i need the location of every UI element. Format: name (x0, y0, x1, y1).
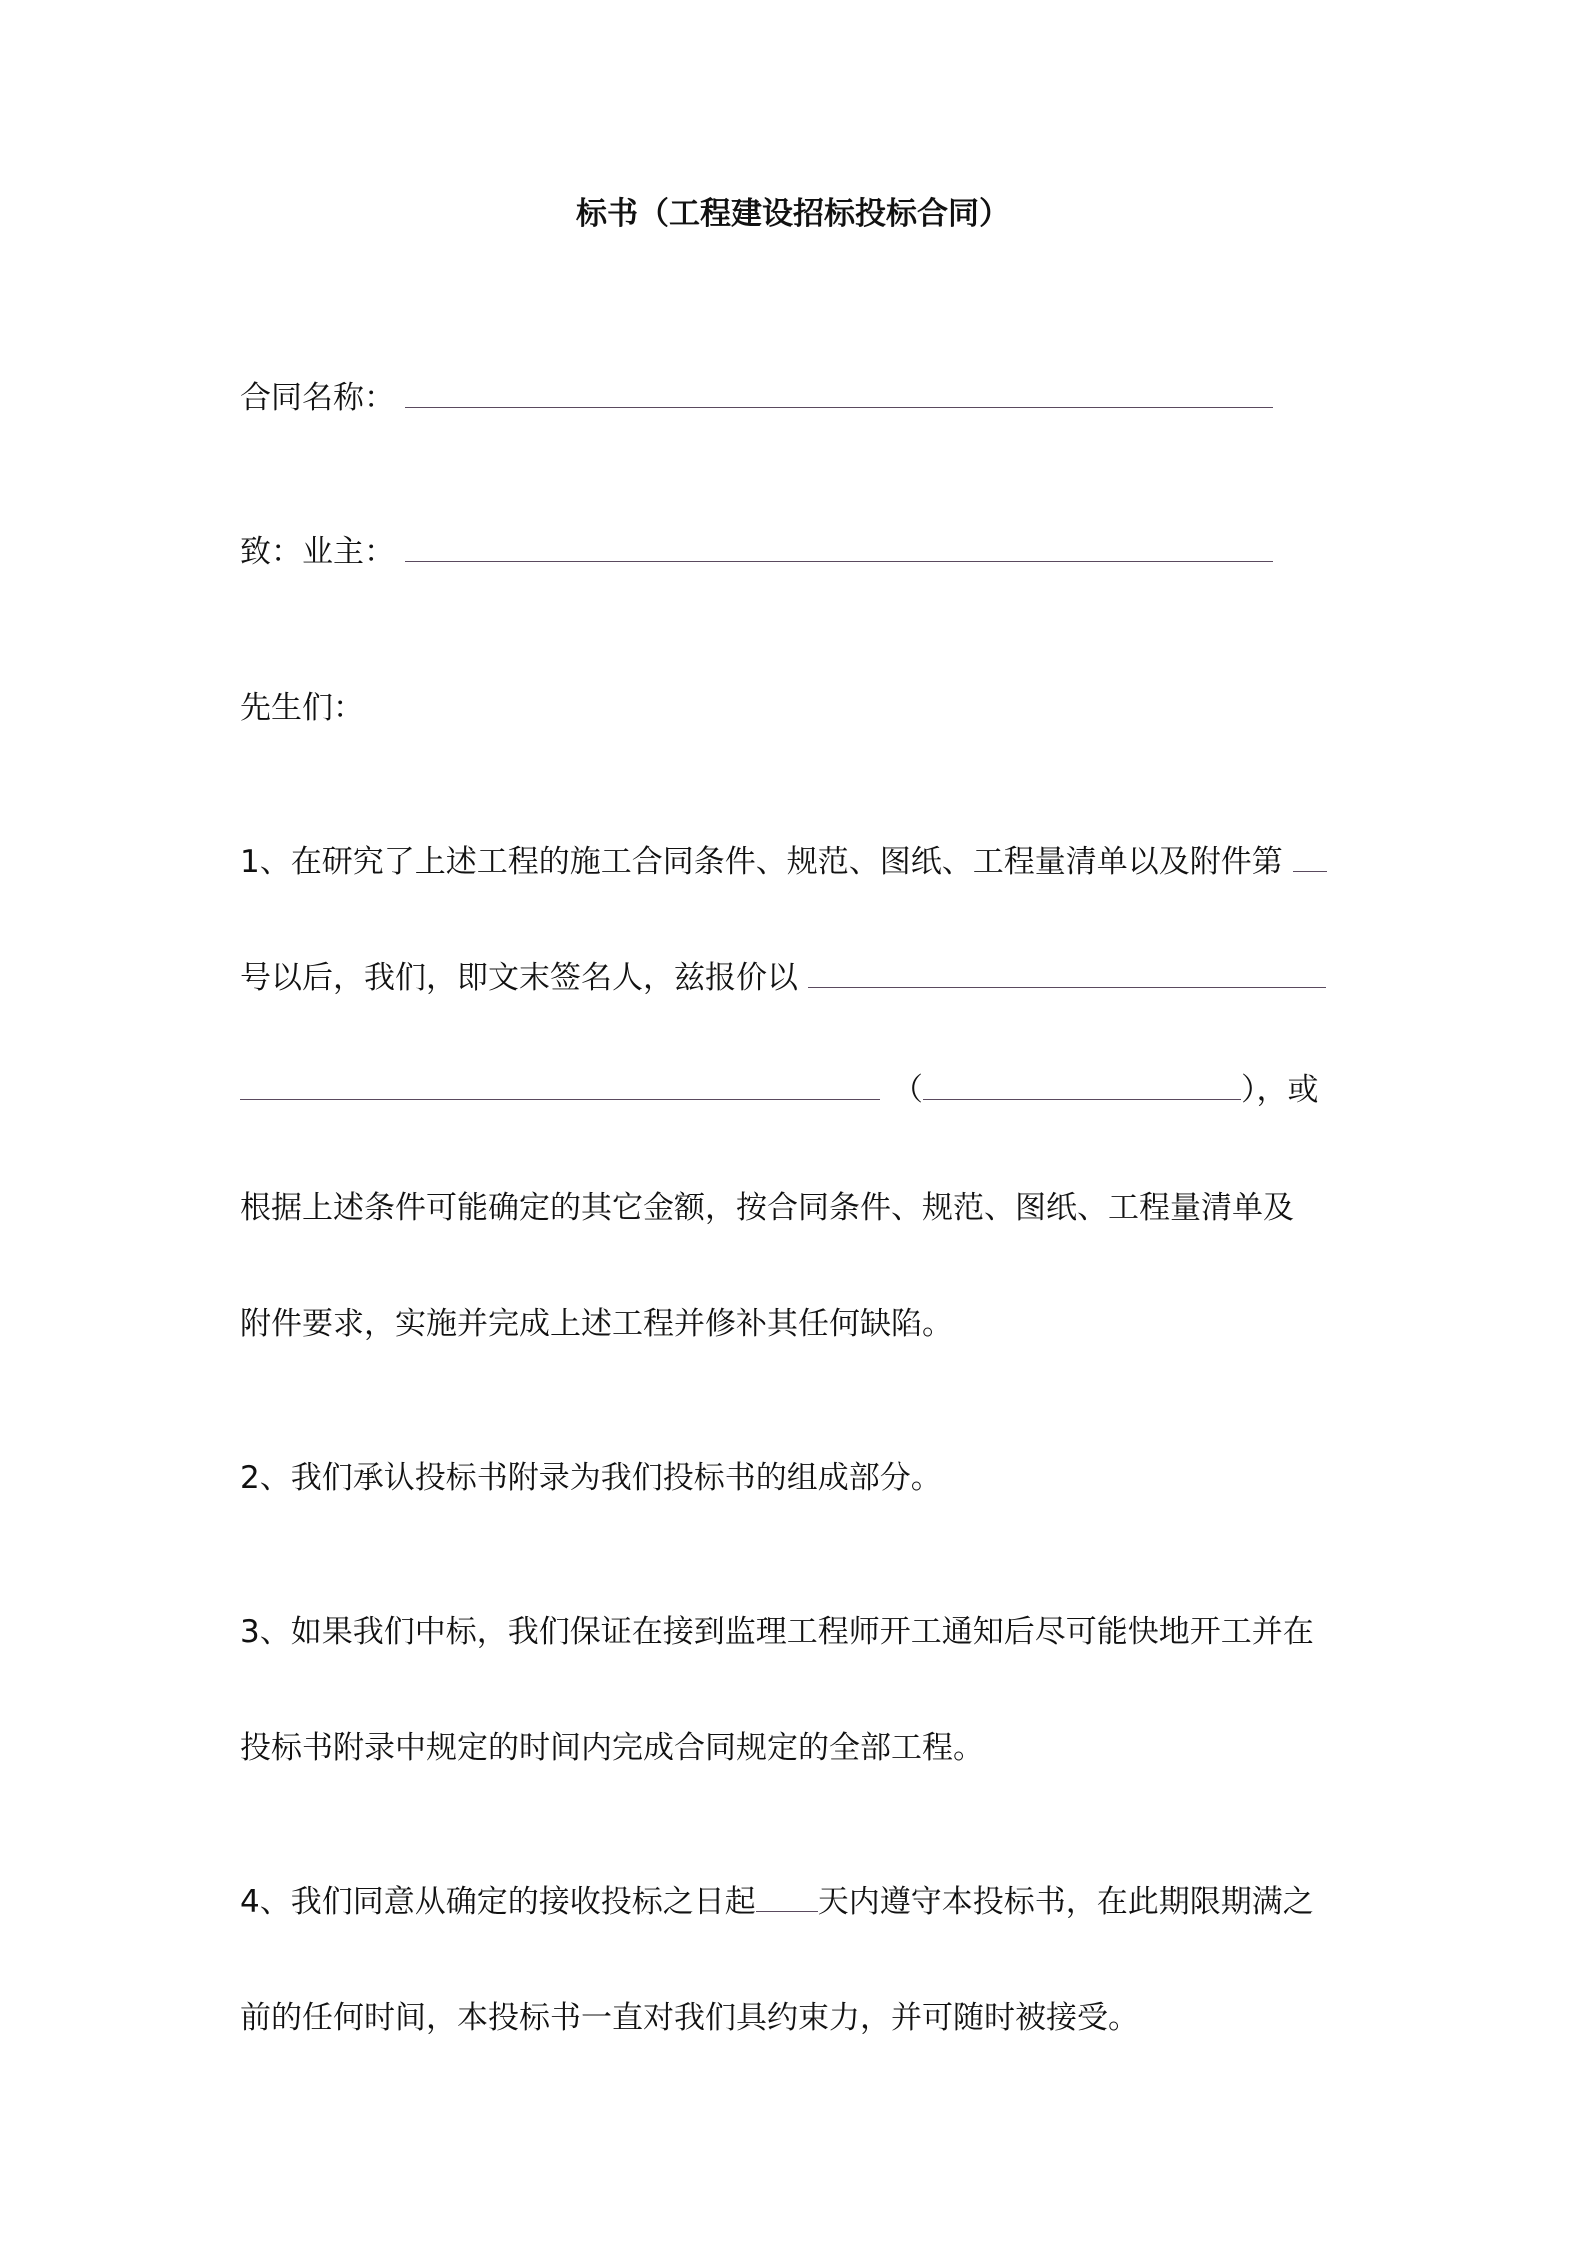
clause2-line1: 2、我们承认投标书附录为我们投标书的组成部分。 (240, 1460, 942, 1496)
bid-price-words-field-continued[interactable] (240, 1071, 880, 1100)
clause1-text-1: 1、在研究了上述工程的施工合同条件、规范、图纸、工程量清单以及附件第 (240, 844, 1283, 880)
clause4-line2: 前的任何时间，本投标书一直对我们具约束力，并可随时被接受。 (240, 2000, 1139, 2036)
clause1-line1 (240, 840, 1327, 884)
clause1-line2 (240, 956, 1326, 1000)
contract-name-label: 合同名称： (240, 380, 395, 416)
contract-name-line (240, 376, 1273, 420)
clause3-line2: 投标书附录中规定的时间内完成合同规定的全部工程。 (240, 1730, 984, 1766)
clause4-text-before: 4、我们同意从确定的接收投标之日起 (240, 1884, 756, 1920)
owner-name-field[interactable] (405, 533, 1273, 562)
clause1-text-2: 号以后，我们，即文末签名人，兹报价以 (240, 960, 798, 996)
document-title: 标书（工程建设招标投标合同） (576, 196, 1010, 232)
attachment-number-field[interactable] (1293, 843, 1327, 872)
clause1-line5: 附件要求，实施并完成上述工程并修补其任何缺陷。 (240, 1306, 953, 1342)
contract-name-field[interactable] (405, 379, 1273, 408)
validity-days-field[interactable] (756, 1883, 818, 1912)
paren-close: ），或 (1241, 1072, 1319, 1108)
bid-price-figures-field[interactable] (923, 1071, 1241, 1100)
paren-open: （ (892, 1072, 923, 1108)
clause1-line4: 根据上述条件可能确定的其它金额，按合同条件、规范、图纸、工程量清单及 (240, 1190, 1294, 1226)
clause1-line3 (240, 1068, 1319, 1112)
addressee-label: 致：业主： (240, 534, 395, 570)
bid-price-words-field[interactable] (808, 959, 1326, 988)
clause4-text-after: 天内遵守本投标书，在此期限期满之 (817, 1884, 1314, 1920)
salutation: 先生们： (240, 690, 364, 726)
clause3-line1: 3、如果我们中标，我们保证在接到监理工程师开工通知后尽可能快地开工并在 (240, 1614, 1314, 1650)
clause4-line1 (240, 1880, 1314, 1924)
addressee-line (240, 530, 1273, 574)
